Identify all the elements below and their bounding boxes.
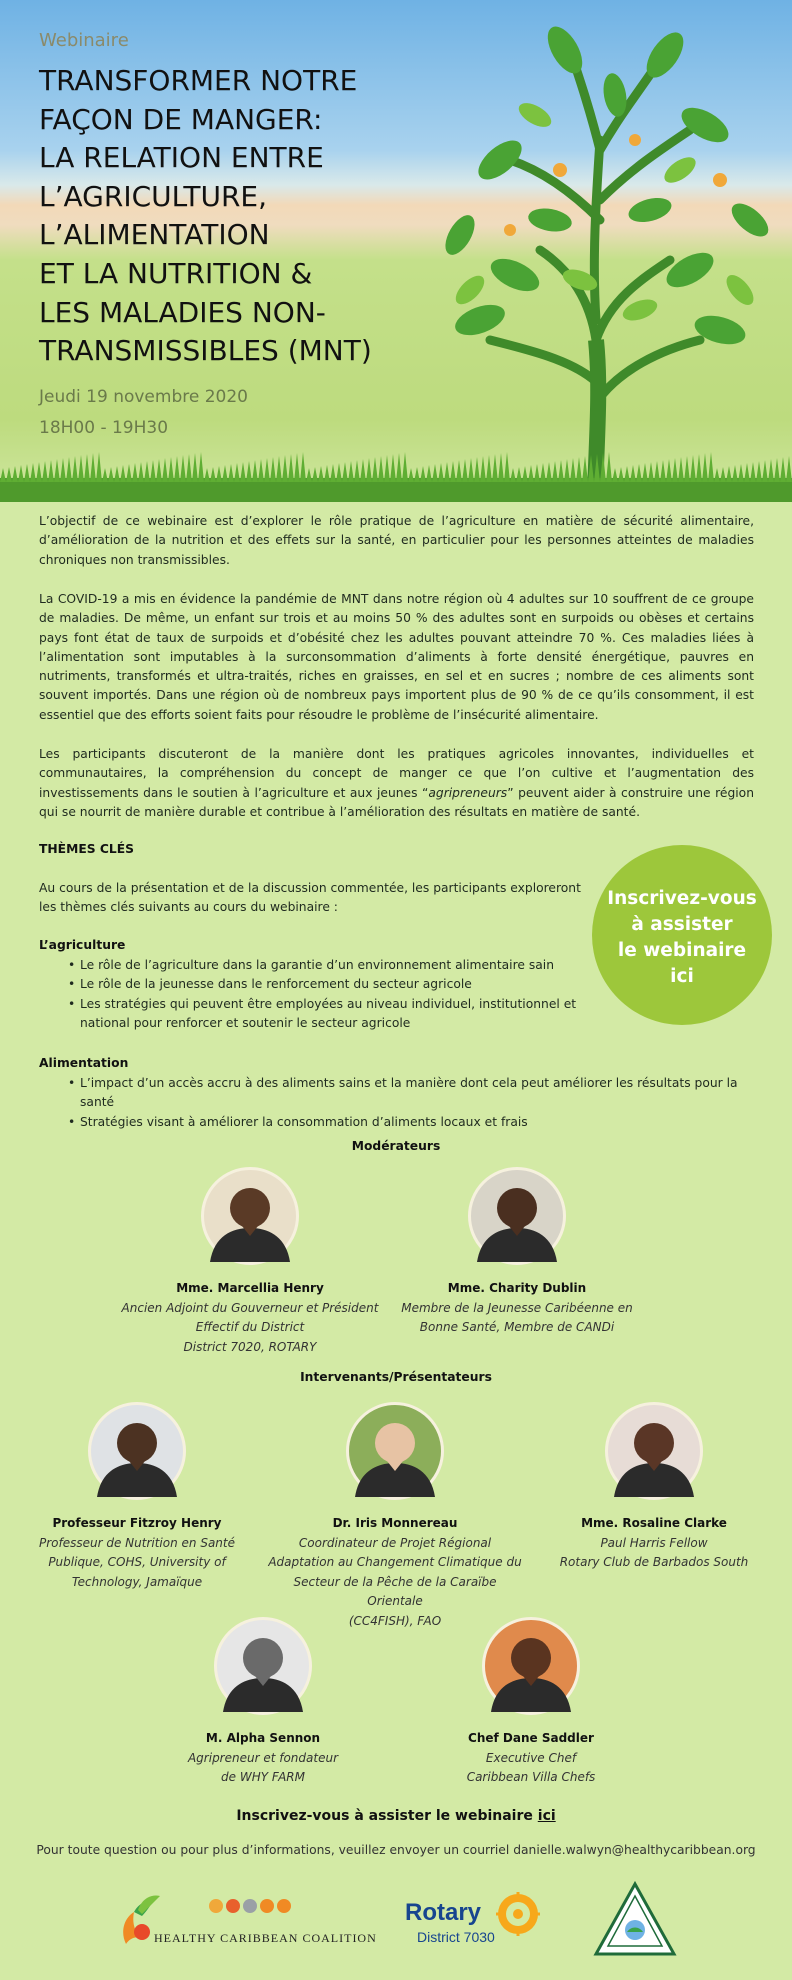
person-name: Mme. Rosaline Clarke <box>581 1516 727 1530</box>
person-role: Executive Chef <box>485 1750 577 1765</box>
cta-line: ici <box>670 966 694 987</box>
avatar <box>482 1617 580 1715</box>
register-link[interactable]: ici <box>537 1808 556 1824</box>
title-line: LA RELATION ENTRE <box>39 141 324 175</box>
person-portrait-icon <box>217 1620 309 1712</box>
speaker-card <box>401 1617 661 1788</box>
speaker-card <box>133 1617 393 1788</box>
speaker-card <box>7 1402 267 1592</box>
person-role: Caribbean Villa Chefs <box>466 1770 596 1784</box>
person-name: Mme. Marcellia Henry <box>176 1281 324 1295</box>
footer-register <box>0 1808 792 1824</box>
rotary-district-logo <box>403 1890 543 1950</box>
person-role: Rotary Club de Barbados South <box>559 1555 749 1569</box>
person-role: Bonne Santé, Membre de CANDi <box>419 1320 615 1334</box>
cta-line: le webinaire <box>617 940 747 961</box>
cta-line: à assister <box>631 914 733 935</box>
footer-register-text: Inscrivez-vous à assister le webinaire <box>236 1808 538 1824</box>
themes-heading: THÈMES CLÉS <box>39 842 134 856</box>
speakers-heading: Intervenants/Présentateurs <box>300 1370 492 1384</box>
title-line: L’AGRICULTURE, <box>39 179 268 213</box>
title-line: TRANSFORMER NOTRE <box>39 64 358 97</box>
healthy-caribbean-coalition-logo <box>112 1892 377 1952</box>
moderators-heading: Modérateurs <box>351 1139 441 1153</box>
cta-line: Inscrivez-vous <box>607 888 757 909</box>
person-role: Ancien Adjoint du Gouverneur et Président <box>121 1300 379 1315</box>
list-item: • Le rôle de la jeunesse dans le renforcement du secteur agricole <box>80 975 580 994</box>
page-title <box>39 62 429 371</box>
avatar <box>468 1167 566 1265</box>
person-portrait-icon <box>608 1405 700 1497</box>
title-line: ET LA NUTRITION & <box>39 256 313 290</box>
food-list <box>80 1074 770 1132</box>
list-item: • Stratégies visant à améliorer la consommation d’aliments locaux et frais <box>80 1113 770 1132</box>
contact-line: Pour toute question ou pour plus d’informations, veuillez envoyer un courriel danielle.walwyn@healthycaribbean.org <box>36 1843 756 1857</box>
logo-text: HEALTHY CARIBBEAN COALITION <box>154 1931 377 1945</box>
person-role: Agripreneur et fondateur <box>187 1750 339 1765</box>
person-name: M. Alpha Sennon <box>205 1731 321 1745</box>
event-date: Jeudi 19 novembre 2020 <box>39 387 248 407</box>
agriculture-list <box>80 956 580 1033</box>
moderator-card <box>387 1167 647 1338</box>
logo-text: Rotary <box>405 1899 482 1926</box>
person-role: (CC4FISH), FAO <box>348 1613 442 1628</box>
person-role: Paul Harris Fellow <box>600 1535 708 1550</box>
person-role: Technology, Jamaïque <box>71 1574 203 1589</box>
title-line: LES MALADIES NON- <box>39 295 326 329</box>
agriculture-tree-illustration <box>420 20 780 490</box>
avatar <box>605 1402 703 1500</box>
list-item: • L’impact d’un accès accru à des aliments sains et la manière dont cela peut améliorer les résultats pour la santé <box>80 1074 770 1113</box>
person-role: de WHY FARM <box>221 1770 305 1784</box>
person-name: Chef Dane Saddler <box>468 1731 594 1745</box>
food-heading: Alimentation <box>39 1056 129 1070</box>
intro-paragraph-2: La COVID-19 a mis en évidence la pandémie de MNT dans notre région où 4 adultes sur 10 souffrent de ce groupe de maladies. De même, un enfant sur trois et au moins 50 % des adultes sont en surpoids ou obèses et certains pays font état de taux de surpoids et d’obésité chez les adultes pouvant atteindre 70 %. Ces maladies liées à l’alimentation sont imputables à la surconsommation d’aliments à forte densité énergétique, pauvres en nutriments, transformés et ultra-traités, riches en graisses, en sel et en sucres ; nombre de ces aliments sont souvent importés. Dans une région où de nombreux pays importent plus de 90 % de ce qu’ils consomment, il est essentiel que des efforts soient faits pour résoudre le problème de l’insécurité alimentaire. <box>39 592 754 722</box>
speaker-card <box>265 1402 525 1631</box>
person-portrait-icon <box>485 1620 577 1712</box>
person-role: Effectif du District <box>195 1320 305 1334</box>
person-portrait-icon <box>349 1405 441 1497</box>
list-item: • Les stratégies qui peuvent être employées au niveau individuel, institutionnel et national pour renforcer et soutenir le secteur agricole <box>80 995 580 1034</box>
person-name: Mme. Charity Dublin <box>447 1281 587 1295</box>
avatar <box>346 1402 444 1500</box>
agriculture-heading: L’agriculture <box>39 938 126 952</box>
avatar <box>201 1167 299 1265</box>
person-role: Secteur de la Pêche de la Caraïbe Orientale <box>293 1574 497 1608</box>
person-role: Adaptation au Changement Climatique du <box>268 1555 522 1569</box>
person-name: Dr. Iris Monnereau <box>332 1516 458 1530</box>
list-item: • Le rôle de l’agriculture dans la garantie d’un environnement alimentaire sain <box>80 956 580 975</box>
person-name: Professeur Fitzroy Henry <box>52 1516 222 1530</box>
event-type-label: Webinaire <box>39 30 129 51</box>
event-time: 18H00 - 19H30 <box>39 418 169 438</box>
avatar <box>214 1617 312 1715</box>
themes-intro: Au cours de la présentation et de la discussion commentée, les participants exploreront les thèmes clés suivants au cours du webinaire : <box>39 881 581 915</box>
title-line: FAÇON DE MANGER: <box>39 102 323 136</box>
person-role: Membre de la Jeunesse Caribéenne en <box>401 1300 633 1315</box>
person-portrait-icon <box>471 1170 563 1262</box>
person-portrait-icon <box>91 1405 183 1497</box>
person-role: District 7020, ROTARY <box>183 1339 317 1354</box>
grass-strip <box>0 452 792 502</box>
person-role: Coordinateur de Projet Régional <box>298 1535 492 1550</box>
nutrition-association-seal-icon <box>594 1882 676 1956</box>
intro-paragraph-1: L’objectif de ce webinaire est d’explorer le rôle pratique de l’agriculture en matière de sécurité alimentaire, d’amélioration de la nutrition et des effets sur la santé, en particulier pour les personnes atteintes de maladies chroniques non transmissibles. <box>39 514 754 567</box>
intro-paragraph-3 <box>39 745 754 822</box>
title-line: L’ALIMENTATION <box>39 218 270 252</box>
agripreneurs-emphasis: agripreneurs <box>428 785 508 800</box>
paragraph-text: ” peuvent aider à construire une région qui se nourrit de manière durable et contribue à l’amélioration des résultats en matière de santé. <box>39 785 754 819</box>
speaker-card <box>524 1402 784 1573</box>
avatar <box>88 1402 186 1500</box>
paragraph-text: Les participants discuteront de la manière dont les pratiques agricoles innovantes, individuelles et communautaires, la compréhension du concept de manger ce que l’on cultive et l’augmentation des investissements dans le soutien à l’agriculture et aux jeunes “ <box>39 747 754 800</box>
person-role: Publique, COHS, University of <box>48 1555 226 1569</box>
register-cta-button[interactable] <box>592 845 772 1025</box>
moderator-card <box>120 1167 380 1357</box>
person-portrait-icon <box>204 1170 296 1262</box>
person-role: Professeur de Nutrition en Santé <box>39 1535 235 1550</box>
title-line: TRANSMISSIBLES (MNT) <box>39 334 372 368</box>
logo-text: District 7030 <box>417 1929 495 1945</box>
hero-banner <box>0 0 792 500</box>
